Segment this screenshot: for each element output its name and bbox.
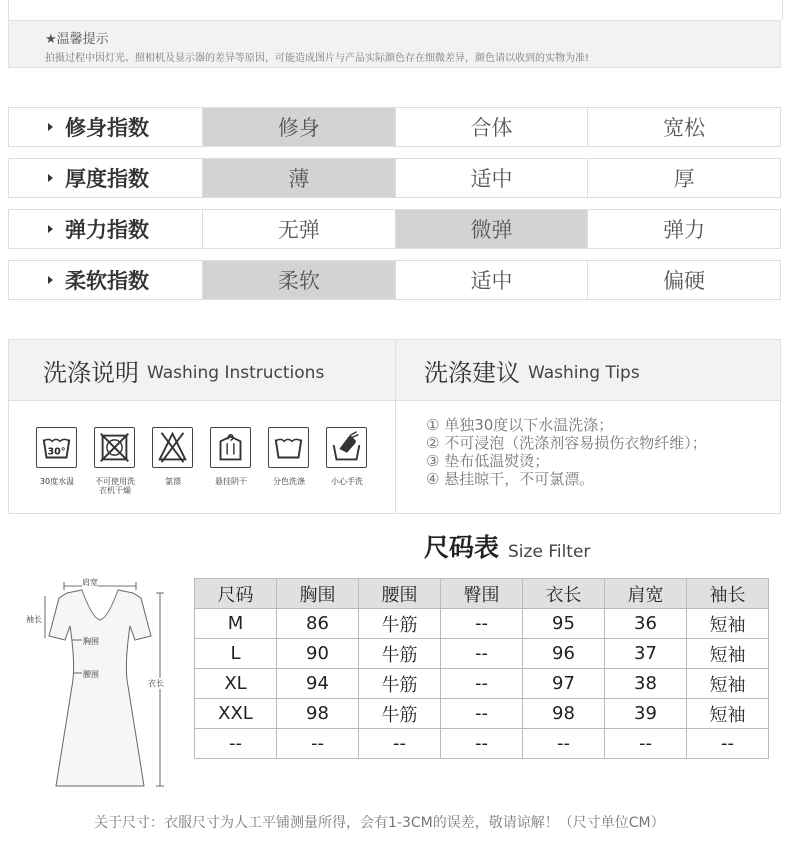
separate-wash-icon (268, 427, 309, 468)
column-header: 尺码 (195, 579, 277, 609)
tip-item: ④ 悬挂晾干，不可氯漂。 (426, 470, 595, 488)
icon-label-bleach: 氯漂 (165, 477, 181, 486)
index-option: 厚 (587, 159, 780, 197)
washing-tips-list (426, 416, 707, 488)
washing-divider (395, 340, 396, 513)
diagram-label-sleeve: 袖长 (26, 615, 42, 624)
table-cell: 38 (605, 669, 687, 699)
table-row (195, 639, 769, 669)
table-cell: 牛筋 (359, 609, 441, 639)
triangle-right-icon (48, 225, 53, 233)
index-option-selected: 微弹 (395, 210, 588, 248)
index-option: 适中 (395, 261, 588, 299)
table-cell: 97 (523, 669, 605, 699)
size-table-header-row (195, 579, 769, 609)
wash-30-icon (36, 427, 77, 468)
index-label-text: 修身指数 (65, 116, 149, 140)
tip-item: ② 不可浸泡（洗涤剂容易损伤衣物纤维）； (426, 434, 707, 452)
table-cell: -- (441, 699, 523, 729)
size-footnote: 关于尺寸：衣服尺寸为人工平铺测量所得，会有1-3CM的误差，敬请谅解！（尺寸单位CM） (94, 815, 665, 831)
washing-tips-header (396, 340, 780, 401)
table-row (195, 609, 769, 639)
wash-temp-label: 30° (47, 446, 66, 458)
table-cell: 36 (605, 609, 687, 639)
washing-instructions-title: 洗涤说明 (43, 358, 139, 387)
size-chart-title-en: Size Filter (508, 542, 591, 562)
triangle-right-icon (48, 123, 53, 131)
table-cell: 牛筋 (359, 699, 441, 729)
index-option: 偏硬 (587, 261, 780, 299)
index-option: 弹力 (587, 210, 780, 248)
tip-item: ③ 垫布低温熨烫； (426, 452, 550, 470)
table-cell: -- (605, 729, 687, 759)
index-option-selected: 柔软 (202, 261, 395, 299)
table-cell: 98 (277, 699, 359, 729)
table-cell: -- (441, 609, 523, 639)
table-cell: XL (195, 669, 277, 699)
index-row-label (9, 210, 202, 248)
table-cell: 短袖 (687, 699, 769, 729)
washing-panel (8, 339, 781, 514)
index-row-label (9, 159, 202, 197)
triangle-right-icon (48, 174, 53, 182)
column-header: 袖长 (687, 579, 769, 609)
column-header: 衣长 (523, 579, 605, 609)
table-cell: M (195, 609, 277, 639)
index-option-selected: 修身 (202, 108, 395, 146)
table-cell: 牛筋 (359, 669, 441, 699)
table-cell: -- (441, 729, 523, 759)
icon-label-wash-30: 30度水温 (39, 477, 75, 486)
diagram-label-waist: 腰围 (83, 670, 99, 679)
column-header: 肩宽 (605, 579, 687, 609)
index-row-label (9, 108, 202, 146)
table-cell: -- (359, 729, 441, 759)
top-frame (8, 0, 783, 20)
icon-label-no-tumble-dry: 不可使用洗衣机干燥 (95, 477, 135, 495)
table-cell: 98 (523, 699, 605, 729)
column-header: 胸围 (277, 579, 359, 609)
table-cell: 牛筋 (359, 639, 441, 669)
index-label-text: 弹力指数 (65, 218, 149, 242)
table-cell: -- (441, 639, 523, 669)
table-cell: 短袖 (687, 639, 769, 669)
column-header: 腰围 (359, 579, 441, 609)
hang-dry-icon (210, 427, 251, 468)
table-cell: 39 (605, 699, 687, 729)
diagram-label-length: 衣长 (148, 679, 164, 688)
notice-box (8, 20, 781, 68)
washing-instructions-subtitle: Washing Instructions (147, 363, 325, 383)
table-cell: 90 (277, 639, 359, 669)
hand-wash-icon (326, 427, 367, 468)
table-cell: 86 (277, 609, 359, 639)
index-option: 宽松 (587, 108, 780, 146)
table-cell: 短袖 (687, 669, 769, 699)
diagram-label-shoulder: 肩宽 (82, 578, 98, 587)
table-cell: -- (687, 729, 769, 759)
table-cell: 94 (277, 669, 359, 699)
table-cell: -- (277, 729, 359, 759)
washing-instructions-header (9, 340, 395, 401)
triangle-right-icon (48, 276, 53, 284)
table-cell: -- (523, 729, 605, 759)
table-cell: 37 (605, 639, 687, 669)
diagram-label-chest: 胸围 (83, 637, 99, 646)
washing-tips-subtitle: Washing Tips (528, 363, 640, 383)
size-chart-title-cn: 尺码表 (424, 533, 500, 562)
icon-label-hang-dry: 悬挂阴干 (215, 477, 247, 486)
index-row-label (9, 261, 202, 299)
index-option: 合体 (395, 108, 588, 146)
table-cell: -- (441, 669, 523, 699)
index-option: 适中 (395, 159, 588, 197)
table-cell: 95 (523, 609, 605, 639)
icon-label-hand-wash: 小心手洗 (331, 477, 363, 486)
index-label-text: 厚度指数 (65, 167, 149, 191)
no-tumble-dry-icon (94, 427, 135, 468)
notice-text: 拍摄过程中因灯光、照相机及显示器的差异等原因，可能造成图片与产品实际颜色存在细微差异，颜色请以收到的实物为准! (45, 53, 590, 64)
size-chart-title (424, 528, 590, 564)
index-option-selected: 薄 (202, 159, 395, 197)
table-cell: L (195, 639, 277, 669)
dress-measurement-diagram (20, 576, 180, 791)
table-cell: 短袖 (687, 609, 769, 639)
index-row (8, 158, 781, 198)
table-row (195, 699, 769, 729)
size-table (194, 578, 769, 759)
table-cell: -- (195, 729, 277, 759)
notice-title: ★温馨提示 (45, 32, 109, 47)
index-label-text: 柔软指数 (65, 269, 149, 293)
bleach-icon (152, 427, 193, 468)
tip-item: ① 单独30度以下水温洗涤； (426, 416, 614, 434)
icon-label-separate-wash: 分色洗涤 (273, 477, 305, 486)
index-row (8, 209, 781, 249)
washing-tips-title: 洗涤建议 (424, 358, 520, 387)
index-row (8, 260, 781, 300)
table-row (195, 729, 769, 759)
index-row (8, 107, 781, 147)
table-row (195, 669, 769, 699)
index-option: 无弹 (202, 210, 395, 248)
table-cell: 96 (523, 639, 605, 669)
column-header: 臀围 (441, 579, 523, 609)
table-cell: XXL (195, 699, 277, 729)
